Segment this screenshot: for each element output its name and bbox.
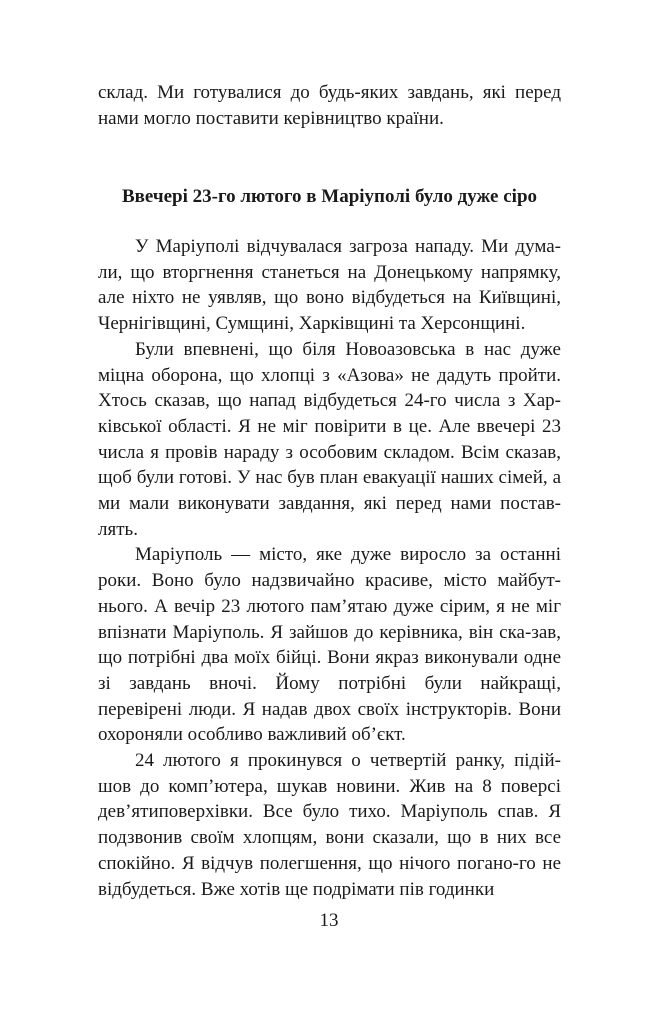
text-line: все спокійно. Я відчув полегшення, що нічого погано- xyxy=(98,827,562,874)
text-line: зав, що потрібні два моїх бійці. Вони якраз виконували xyxy=(98,621,561,669)
text-line: впізнати Маріуполь. Я зайшов до керівника, він ска- xyxy=(98,621,532,643)
paragraph xyxy=(98,234,561,337)
text-line: але ніхто не уявляв, що воно відбудеться на Київщині, xyxy=(98,287,561,309)
text-line: Хтось сказав, що напад відбудеться 24-го числа з Хар- xyxy=(98,390,561,412)
page-number: 13 xyxy=(319,910,339,931)
text-line: Маріуполь — місто, яке дуже виросло за останні xyxy=(135,544,561,566)
text-line: дев’ятиповерхівки. Все було тихо. Маріуполь спав. xyxy=(98,801,539,823)
text-line: охороняли особливо важливий об’єкт. xyxy=(98,724,406,746)
text-line: лять. xyxy=(98,518,138,540)
text-line: щоб були готові. У нас був план евакуації наших сімей, xyxy=(98,467,548,489)
paragraph xyxy=(98,337,561,543)
section-heading: Ввечері 23-го лютого в Маріуполі було дуже сіро xyxy=(121,186,538,207)
section-body xyxy=(98,234,561,902)
paragraph xyxy=(98,748,561,902)
text-line: числа я провів нараду з особовим складом. Всім сказав, xyxy=(98,441,561,463)
text-line: шов до комп’ютера, шукав новини. Жив на 8 поверсі xyxy=(98,775,561,797)
text-line: склад. Ми готувалися до будь-яких завдань, які перед xyxy=(98,82,561,103)
opening-paragraph xyxy=(98,80,561,131)
text-line: ли, що вторгнення станеться на Донецькому напрямку, xyxy=(98,261,561,283)
text-line: роки. Воно було надзвичайно красиве, місто майбут- xyxy=(98,570,561,592)
text-line: го не відбудеться. Вже хотів ще подрімати пів годинки xyxy=(98,852,562,900)
text-line: У Маріуполі відчувалася загроза нападу. Ми дума- xyxy=(135,236,561,257)
text-line: перевірені люди. Я надав двох своїх інструкторів. Вони xyxy=(98,698,561,720)
text-line: нього. А вечір 23 лютого пам’ятаю дуже сірим, я не міг xyxy=(98,595,561,617)
text-line: міцна оборона, що хлопці з «Азова» не дадуть пройти. xyxy=(98,364,561,386)
text-line: ківської області. Я не міг повірити в це. Але ввечері 23 xyxy=(98,415,561,437)
text-line: одне зі завдань вночі. Йому потрібні були найкращі, xyxy=(98,647,562,694)
text-line: нами могло поставити керівництво країни. xyxy=(98,107,444,129)
text-line: Я подзвонив своїм хлопцям, вони сказали, що в них xyxy=(98,801,561,849)
text-line: а ми мали виконувати завдання, які перед нами постав- xyxy=(98,467,561,515)
paragraph xyxy=(98,542,561,748)
paragraph xyxy=(98,80,561,131)
text-line: 24 лютого я прокинувся о четвертій ранку, підій- xyxy=(135,750,561,772)
text-line: Чернігівщині, Сумщині, Харківщині та Херсонщині. xyxy=(98,313,526,335)
text-line: Були впевнені, що біля Новоазовська в нас дуже xyxy=(135,338,561,360)
